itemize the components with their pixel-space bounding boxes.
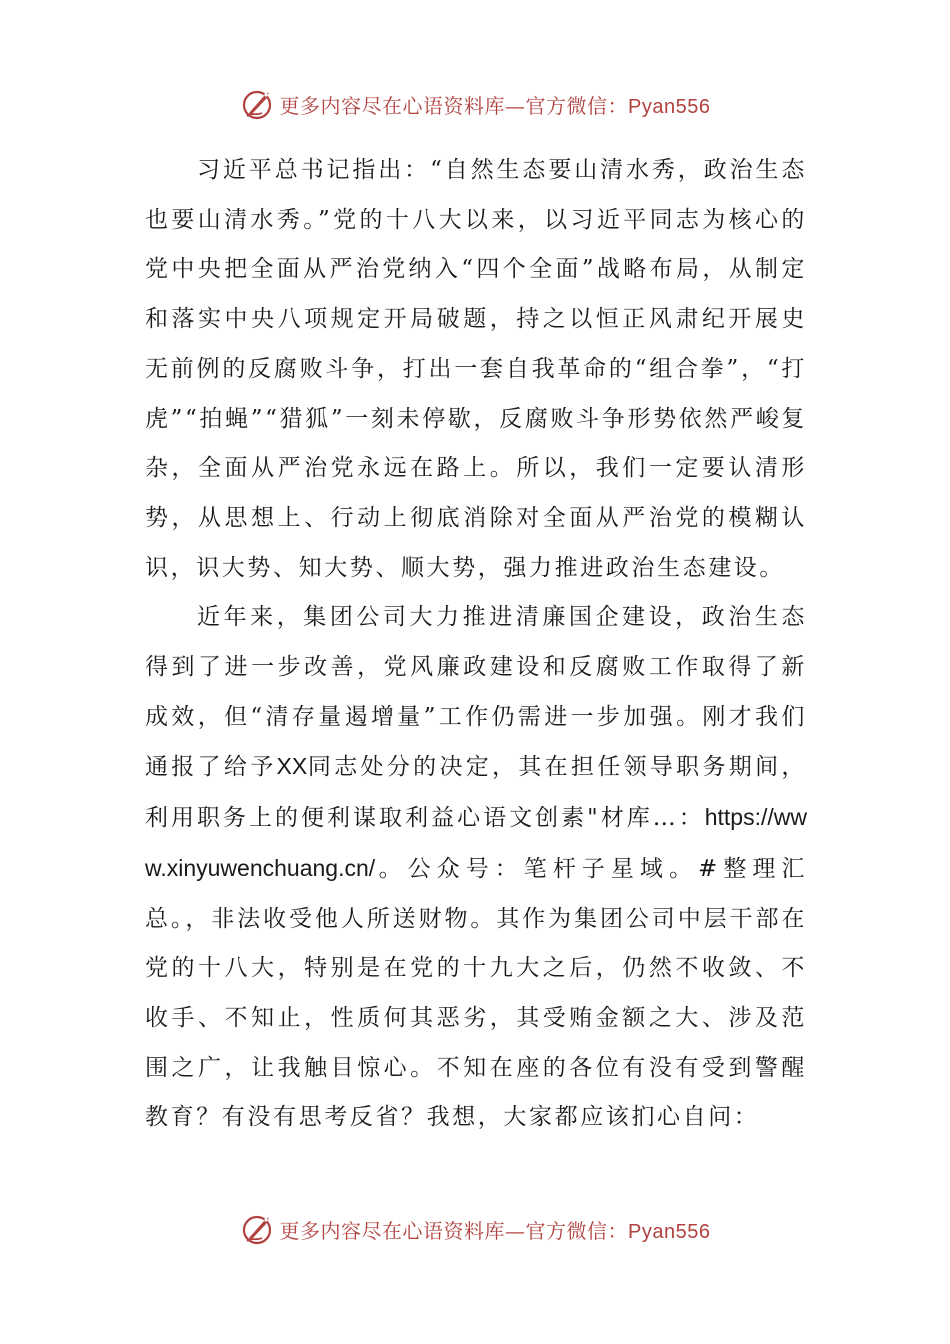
header-banner-wechat-id: Pyan556 (628, 95, 711, 118)
paragraph-2-xx: XX (276, 753, 308, 780)
header-banner-label: 更多内容尽在心语资料库—官方微信： (279, 93, 629, 118)
header-banner-inner (240, 86, 711, 122)
pen-nib-logo-icon (240, 86, 276, 122)
paragraph-2-url: https://www.xinyuwenchuang.cn/ (145, 804, 807, 881)
paragraph-2 (145, 593, 807, 1143)
header-banner (0, 84, 950, 124)
paragraph-2-part-a: 近年来，集团公司大力推进清廉国企建设，政治生态得到了进一步改善，党风廉政建设和反腐败工作取得了新成效，但“清存量遏增量”工作仍需进一步加强。刚才我们通报了给予 (145, 604, 807, 781)
footer-banner-label: 更多内容尽在心语资料库—官方微信： (279, 1218, 629, 1243)
pen-nib-logo-icon (240, 1211, 276, 1247)
footer-banner-wechat-id: Pyan556 (628, 1220, 711, 1243)
footer-banner-text (280, 1215, 711, 1244)
footer-banner-inner (240, 1211, 711, 1247)
document-body (145, 146, 807, 1143)
paragraph-2-part-b: 同志处分的决定，其在担任领导职务期间，利用职务上的便利谋取利益心语文创素"材库…： (145, 754, 808, 832)
header-banner-text (280, 90, 711, 119)
paragraph-1: 习近平总书记指出：“自然生态要山清水秀，政治生态也要山清水秀。”党的十八大以来，以习近平同志为核心的党中央把全面从严治党纳入“四个全面”战略布局，从制定和落实中央八项规定开局破题，持之以恒正风肃纪开展史无前例的反腐败斗争，打出一套自我革命的“组合拳”，“打虎”“拍蝇”“猎狐”一刻未停歇，反腐败斗争形势依然严峻复杂，全面从严治党永远在路上。所以，我们一定要认清形势，从思想上、行动上彻底消除对全面从严治党的模糊认识，识大势、知大势、顺大势，强力推进政治生态建设。 (145, 157, 807, 581)
paragraph-2-part-c: 。公众号：笔杆子星域。#整理汇总。，非法收受他人所送财物。其作为集团公司中层干部在党的十八大，特别是在党的十九大之后，仍然不收敛、不收手、不知止，性质何其恶劣，其受贿金额之大、涉及范围之广，让我触目惊心。不知在座的各位有没有受到警醒教育？有没有思考反省？我想，大家都应该扪心自问： (145, 855, 807, 1131)
footer-banner (0, 1209, 950, 1249)
